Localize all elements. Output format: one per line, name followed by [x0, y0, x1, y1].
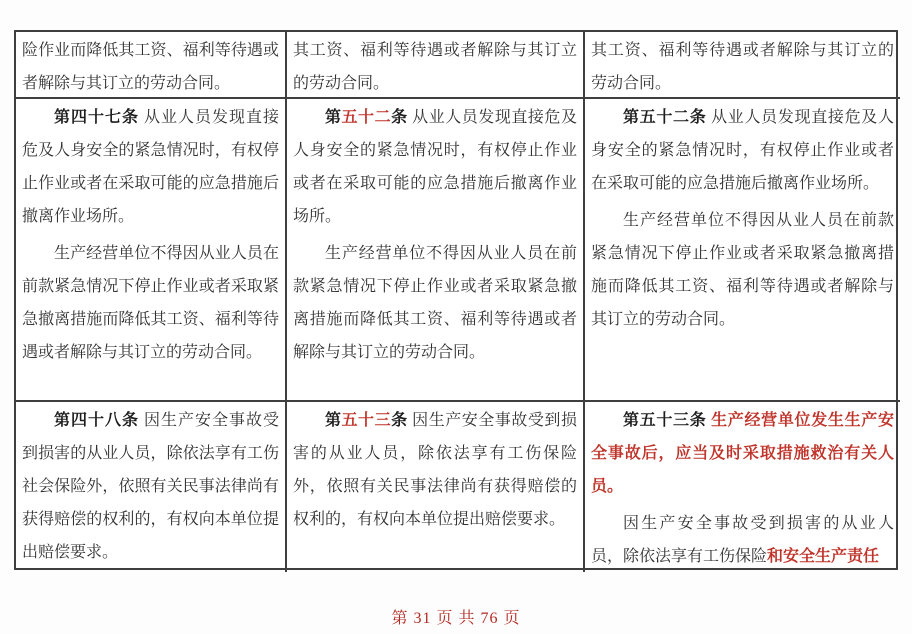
text-run: 因生产安全事故受到损害的从业人员，除依法享有工伤社会保险外，依照有关民事法律尚有获得赔偿的权利的，有权向本单位提出赔偿要求。	[22, 412, 279, 561]
paragraph	[591, 404, 894, 503]
paragraph	[22, 237, 279, 369]
table-cell-r3-c2	[287, 402, 585, 572]
paragraph	[293, 101, 577, 233]
text-run: 从业人员发现直接危及人身安全的紧急情况时，有权停止作业或者在采取可能的应急措施后撤离作业场所。	[591, 109, 894, 192]
text-run: 第四十八条	[54, 412, 139, 429]
text-run: 从业人员发现直接危及人身安全的紧急情况时，有权停止作业或者在采取可能的应急措施后撤离作业场所。	[22, 109, 279, 225]
law-comparison-table	[14, 30, 898, 570]
paragraph	[22, 101, 279, 233]
page-footer: 第 31 页 共 76 页	[391, 610, 521, 627]
text-run: 和安全生产责任	[767, 548, 880, 565]
paragraph	[293, 404, 577, 536]
table-cell-r2-c3	[585, 99, 900, 402]
text-run: 生产经营单位发生生产安全事故后，应当及时采取措施救治有关人员。	[591, 412, 894, 495]
text-run: 第	[325, 412, 342, 429]
table-cell-r1-c2	[287, 32, 585, 99]
text-run: 因生产安全事故受到损害的从业人员，除依法享有工伤保险外，依照有关民事法律尚有获得赔偿的权利的，有权向本单位提出赔偿要求。	[293, 412, 577, 528]
table-cell-r2-c1	[16, 99, 287, 402]
paragraph	[591, 101, 894, 200]
paragraph	[293, 237, 577, 369]
table-cell-r3-c3	[585, 402, 900, 572]
text-run: 险作业而降低其工资、福利等待遇或者解除与其订立的劳动合同。	[22, 42, 279, 92]
text-run: 五十二	[341, 109, 392, 126]
table-cell-r1-c1	[16, 32, 287, 99]
text-run: 第五十二条	[623, 109, 707, 126]
paragraph	[293, 34, 577, 99]
paragraph	[591, 204, 894, 336]
table-cell-r1-c3	[585, 32, 900, 99]
text-run: 五十三	[341, 412, 392, 429]
text-run: 生产经营单位不得因从业人员在前款紧急情况下停止作业或者采取紧急撤离措施而降低其工资、福利等待遇或者解除与其订立的劳动合同。	[591, 212, 894, 328]
text-run: 第五十三条	[623, 412, 707, 429]
table-cell-r3-c1	[16, 402, 287, 572]
text-run: 从业人员发现直接危及人身安全的紧急情况时，有权停止作业或者在采取可能的应急措施后撤离作业场所。	[293, 109, 577, 225]
text-run: 因生产安全事故受到损害的从业人员，除依法享有工伤保险	[591, 515, 894, 565]
text-run: 其工资、福利等待遇或者解除与其订立的劳动合同。	[591, 42, 894, 92]
paragraph	[22, 34, 279, 99]
table-cell-r2-c2	[287, 99, 585, 402]
text-run: 其工资、福利等待遇或者解除与其订立的劳动合同。	[293, 42, 577, 92]
text-run: 生产经营单位不得因从业人员在前款紧急情况下停止作业或者采取紧急撤离措施而降低其工资、福利等待遇或者解除与其订立的劳动合同。	[22, 245, 279, 361]
text-run: 第四十七条	[54, 109, 139, 126]
paragraph	[591, 34, 894, 99]
text-run: 条	[391, 109, 408, 126]
text-run: 第	[325, 109, 342, 126]
paragraph	[591, 507, 894, 572]
text-run: 生产经营单位不得因从业人员在前款紧急情况下停止作业或者采取紧急撤离措施而降低其工资、福利等待遇或者解除与其订立的劳动合同。	[293, 245, 577, 361]
text-run: 条	[391, 412, 408, 429]
paragraph	[22, 404, 279, 569]
